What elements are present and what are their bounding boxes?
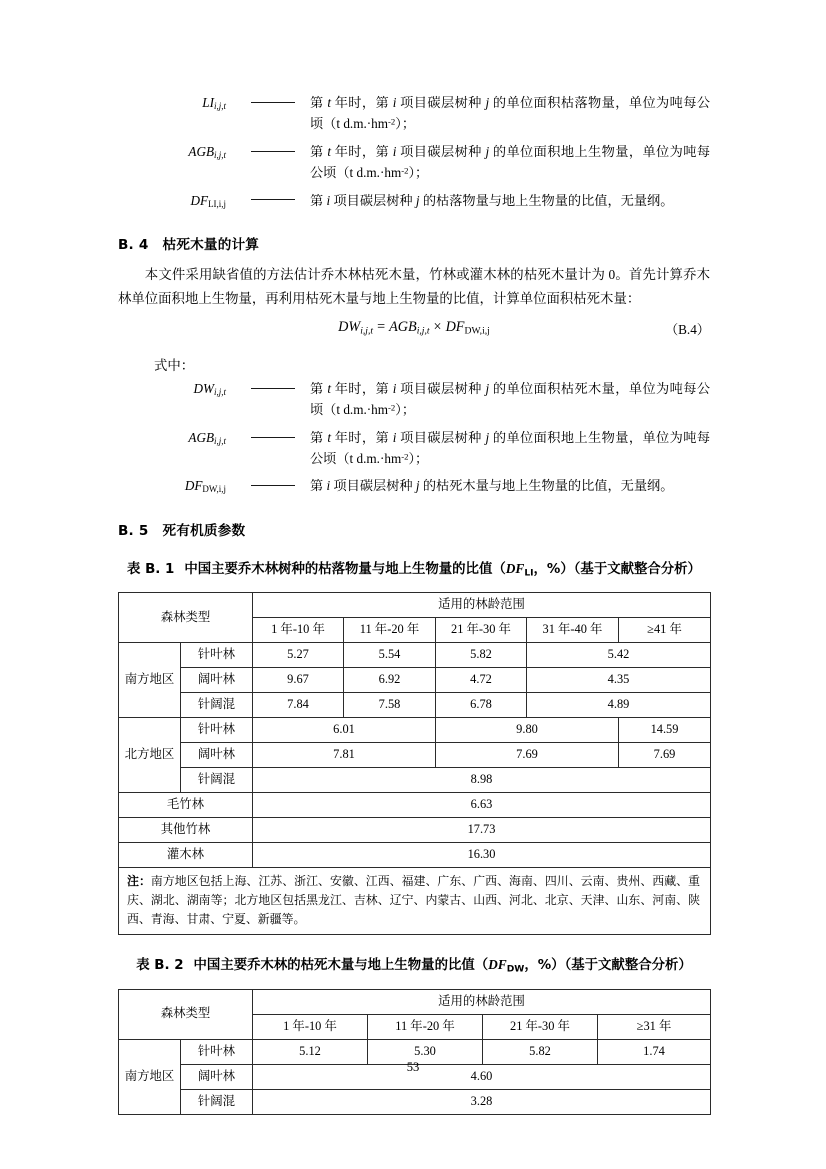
cell-value: 8.98 [253, 768, 711, 793]
table-b1-note [119, 868, 711, 935]
th-age-col: 1 年-10 年 [253, 618, 344, 643]
th-age-col: ≥31 年 [598, 1014, 711, 1039]
cell-value: 6.92 [344, 668, 436, 693]
th-forest-type: 森林类型 [119, 593, 253, 643]
table-b1 [118, 592, 711, 935]
table-b1-caption [118, 557, 710, 582]
th-age-col: 31 年-40 年 [527, 618, 619, 643]
cell-type: 阔叶林 [181, 1064, 253, 1089]
th-age-col: 11 年-20 年 [368, 1014, 483, 1039]
cell-region: 其他竹林 [119, 818, 253, 843]
table-b2-caption-symbol: DF [488, 957, 507, 973]
cell-value: 4.89 [527, 693, 711, 718]
section-number: B. 4 [118, 237, 149, 254]
cell-region: 南方地区 [119, 643, 181, 718]
definition-symbol: $AGB_{i,j,t}$ [188, 143, 226, 160]
table-b1-note-row [119, 868, 711, 935]
cell-value: 7.58 [344, 693, 436, 718]
table-b2-caption [118, 953, 710, 978]
table-row [119, 768, 711, 793]
cell-value: 9.67 [253, 668, 344, 693]
section-b4-paragraph: 本文件采用缺省值的方法估计乔木林枯死木量，竹林或灌木林的枯死木量计为 0。首先计算乔木林单位面积地上生物量，再利用枯死木量与地上生物量的比值，计算单位面积枯死木量： [118, 267, 710, 307]
cell-value: 5.54 [344, 643, 436, 668]
definition-list-b4 [118, 378, 710, 503]
cell-type: 针阔混 [181, 1089, 253, 1114]
definition-list-top [118, 92, 710, 217]
cell-type: 针叶林 [181, 643, 253, 668]
definition-item [118, 92, 710, 141]
cell-value: 7.69 [436, 743, 619, 768]
definition-dash [236, 190, 310, 218]
table-b2-caption-text-1: 中国主要乔木林的枯死木量与地上生物量的比值（ [193, 958, 489, 974]
th-age-col: ≥41 年 [619, 618, 711, 643]
definition-dash [236, 141, 310, 190]
cell-value: 5.30 [368, 1039, 483, 1064]
table-row [119, 668, 711, 693]
note-label: 注： [127, 874, 151, 889]
definition-item [118, 141, 710, 190]
formula-expression: $DW_{i,j,t} = AGB_{i,j,t} \times DF_{DW,i,j}$ [338, 318, 490, 337]
cell-value: 5.12 [253, 1039, 368, 1064]
table-b1-header-row-1 [119, 593, 711, 618]
definition-item [118, 190, 710, 218]
definition-text: 第 t 年时，第 i 项目碳层树种 j 的单位面积枯死木量，单位为吨每公顷（t $d.m.\cdot hm^{-2}$）； [310, 380, 711, 418]
cell-value: 9.80 [436, 718, 619, 743]
page-number: 53 [406, 1060, 420, 1074]
cell-type: 针叶林 [181, 1039, 253, 1064]
definition-item [118, 475, 710, 503]
th-forest-type: 森林类型 [119, 989, 253, 1039]
cell-value: 1.74 [598, 1039, 711, 1064]
definition-symbol: $DF_{DW,i,j}$ [184, 478, 226, 495]
cell-value: 7.84 [253, 693, 344, 718]
cell-value: 5.27 [253, 643, 344, 668]
note-text: 南方地区包括上海、江苏、浙江、安徽、江西、福建、广东、广西、海南、四川、云南、贵州、西藏、重庆、湖北、湖南等；北方地区包括黑龙江、吉林、辽宁、内蒙古、山西、河北、北京、天津、山东、河南、陕西、青海、甘肃、宁夏、新疆等。 [127, 874, 701, 927]
cell-type: 针阔混 [181, 693, 253, 718]
table-row [119, 643, 711, 668]
table-b1-label: 表 B. 1 [127, 562, 175, 578]
definition-dash [236, 475, 310, 503]
table-b1-caption-text-1: 中国主要乔木林树种的枯落物量与地上生物量的比值（ [184, 562, 506, 578]
cell-region: 毛竹林 [119, 793, 253, 818]
definition-dash [236, 92, 310, 141]
definition-item [118, 378, 710, 427]
cell-region: 南方地区 [119, 1039, 181, 1114]
definition-dash [236, 378, 310, 427]
section-title: 死有机质参数 [162, 523, 246, 540]
definition-text: 第 t 年时，第 i 项目碳层树种 j 的单位面积地上生物量，单位为吨每公顷（t $d.m.\cdot hm^{-2}$）； [310, 429, 711, 467]
definition-text: 第 t 年时，第 i 项目碳层树种 j 的单位面积地上生物量，单位为吨每公顷（t $d.m.\cdot hm^{-2}$）； [310, 143, 711, 181]
cell-value: 17.73 [253, 818, 711, 843]
table-b1-caption-text-2: ，%）（基于文献整合分析） [533, 562, 701, 578]
th-age-col: 11 年-20 年 [344, 618, 436, 643]
cell-value: 3.28 [253, 1089, 711, 1114]
cell-value: 4.35 [527, 668, 711, 693]
definition-text: 第 i 项目碳层树种 j 的枯落物量与地上生物量的比值，无量纲。 [310, 192, 674, 208]
definition-dash [236, 427, 310, 476]
table-row [119, 693, 711, 718]
cell-region: 北方地区 [119, 718, 181, 793]
table-row [119, 843, 711, 868]
page-content [118, 92, 710, 1115]
definition-text: 第 t 年时，第 i 项目碳层树种 j 的单位面积枯落物量，单位为吨每公顷（t $d.m.\cdot hm^{-2}$）； [310, 95, 711, 132]
definition-item [118, 427, 710, 476]
cell-value: 5.82 [436, 643, 527, 668]
table-row [119, 1089, 711, 1114]
cell-value: 6.78 [436, 693, 527, 718]
th-age-col: 21 年-30 年 [436, 618, 527, 643]
cell-value: 14.59 [619, 718, 711, 743]
cell-value: 7.81 [253, 743, 436, 768]
table-row [119, 793, 711, 818]
cell-value: 7.69 [619, 743, 711, 768]
cell-value: 4.60 [253, 1064, 711, 1089]
table-b1-caption-symbol: DF [505, 561, 525, 577]
table-b2-header-row-1 [119, 989, 711, 1014]
definition-symbol: $LI_{i,j,t}$ [202, 95, 226, 112]
cell-value: 4.72 [436, 668, 527, 693]
definition-symbol: $DF_{LI,i,j}$ [190, 192, 226, 209]
table-b2 [118, 989, 711, 1115]
cell-value: 6.63 [253, 793, 711, 818]
definition-symbol: $DW_{i,j,t}$ [193, 380, 226, 398]
th-age-col: 21 年-30 年 [483, 1014, 598, 1039]
table-b2-caption-text-2: ，%）（基于文献整合分析） [524, 958, 692, 974]
cell-region: 灌木林 [119, 843, 253, 868]
where-label: 式中： [154, 357, 195, 373]
th-age-range: 适用的林龄范围 [253, 989, 711, 1014]
section-number: B. 5 [118, 523, 149, 540]
section-heading-b5 [118, 519, 710, 539]
definition-text: 第 i 项目碳层树种 j 的枯死木量与地上生物量的比值，无量纲。 [310, 478, 674, 494]
cell-type: 针叶林 [181, 718, 253, 743]
cell-value: 6.01 [253, 718, 436, 743]
formula-b4 [118, 319, 710, 349]
th-age-col: 1 年-10 年 [253, 1014, 368, 1039]
cell-type: 针阔混 [181, 768, 253, 793]
th-age-range: 适用的林龄范围 [253, 593, 711, 618]
table-b2-caption-symbol-sub: DW [506, 964, 525, 975]
cell-value: 5.82 [483, 1039, 598, 1064]
section-heading-b4 [118, 233, 710, 253]
table-b1-caption-symbol-sub: LI [524, 568, 534, 579]
cell-value: 5.42 [527, 643, 711, 668]
table-row [119, 743, 711, 768]
formula-number: （B.4） [664, 321, 710, 337]
cell-value: 16.30 [253, 843, 711, 868]
cell-type: 阔叶林 [181, 668, 253, 693]
definition-symbol: $AGB_{i,j,t}$ [188, 429, 226, 446]
cell-type: 阔叶林 [181, 743, 253, 768]
section-title: 枯死木量的计算 [162, 237, 260, 254]
table-row [119, 718, 711, 743]
table-row [119, 818, 711, 843]
table-b2-label: 表 B. 2 [136, 958, 184, 974]
